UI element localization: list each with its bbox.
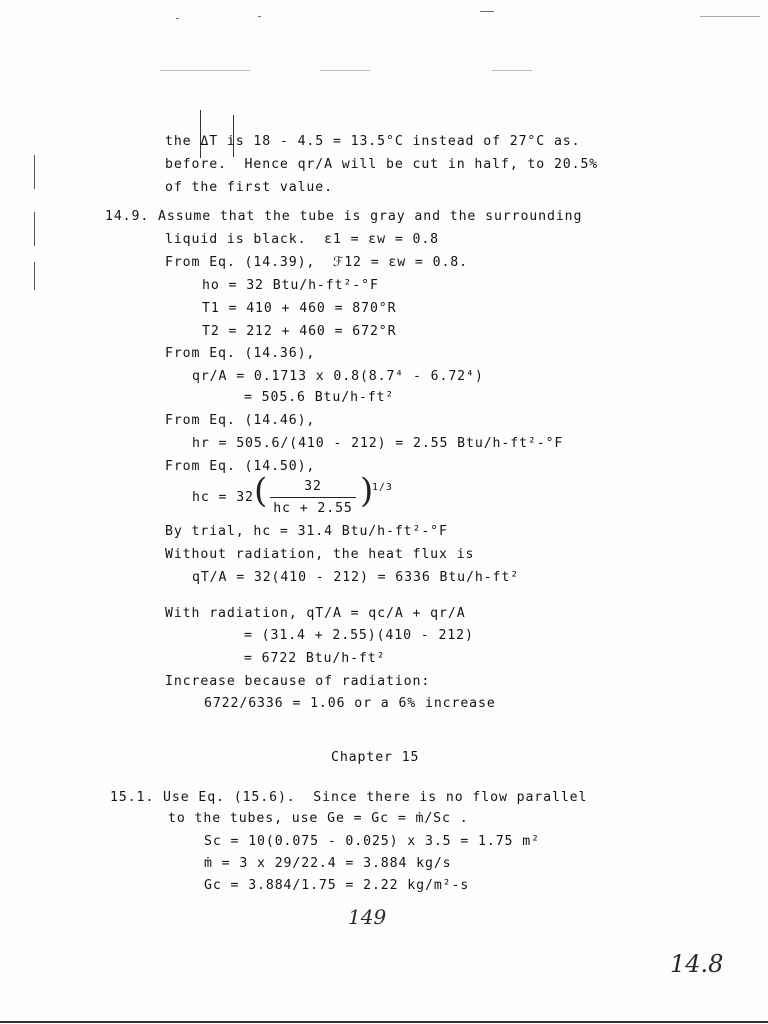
text-line: Increase because of radiation: <box>165 674 431 689</box>
equation-line: ṁ = 3 x 29/22.4 = 3.884 kg/s <box>204 856 452 871</box>
scan-speck <box>258 16 261 17</box>
problem-15-1-heading: 15.1. Use Eq. (15.6). Since there is no flow parallel <box>110 790 588 805</box>
problem-14-9-heading: 14.9. Assume that the tube is gray and the surrounding <box>105 209 583 224</box>
text-line: liquid is black. ε1 = εw = 0.8 <box>165 232 440 247</box>
text-line: From Eq. (14.50), <box>165 459 316 474</box>
scan-speck <box>176 18 179 19</box>
chapter-heading: Chapter 15 <box>331 750 420 765</box>
text-line: With radiation, qT/A = qc/A + qr/A <box>165 606 466 621</box>
equation-line: = (31.4 + 2.55)(410 - 212) <box>244 628 474 643</box>
page-number: 149 <box>348 905 387 929</box>
equation-line: qT/A = 32(410 - 212) = 6336 Btu/h-ft² <box>192 570 520 585</box>
text-line: Without radiation, the heat flux is <box>165 547 475 562</box>
left-paren: ( <box>254 471 268 511</box>
equation-line: qr/A = 0.1713 x 0.8(8.7⁴ - 6.72⁴) <box>192 369 484 384</box>
fraction-numerator: 32 <box>304 479 322 494</box>
scan-speck <box>160 70 250 71</box>
equation-line: hr = 505.6/(410 - 212) = 2.55 Btu/h-ft²-°F <box>192 436 564 451</box>
scan-speck <box>480 11 494 12</box>
fraction-exponent: 1/3 <box>372 482 393 493</box>
equation-line: ho = 32 Btu/h-ft²-°F <box>202 278 379 293</box>
scan-margin-mark <box>34 155 35 189</box>
equation-line: Sc = 10(0.075 - 0.025) x 3.5 = 1.75 m² <box>204 834 540 849</box>
equation-line: = 6722 Btu/h-ft² <box>244 651 386 666</box>
scan-margin-mark <box>34 262 35 290</box>
scan-speck <box>320 70 370 71</box>
scan-speck <box>700 16 760 17</box>
text-line: to the tubes, use Ge = Gc = ṁ/Sc . <box>168 811 469 826</box>
right-paren: ) <box>360 471 374 511</box>
equation-line: = 505.6 Btu/h-ft² <box>244 390 395 405</box>
scan-margin-mark <box>34 212 35 246</box>
text-line: From Eq. (14.39), ℱ12 = εw = 0.8. <box>165 255 468 270</box>
text-line: From Eq. (14.36), <box>165 346 316 361</box>
scan-speck <box>0 1021 768 1023</box>
corner-page-mark: 14.8 <box>670 950 724 978</box>
text-line: of the first value. <box>165 180 333 195</box>
text-line: By trial, hc = 31.4 Btu/h-ft²-°F <box>165 524 448 539</box>
fraction-bar <box>270 497 356 498</box>
text-line: From Eq. (14.46), <box>165 413 316 428</box>
scan-speck <box>492 70 532 71</box>
fraction-denominator: hc + 2.55 <box>273 501 353 516</box>
equation-line: 6722/6336 = 1.06 or a 6% increase <box>204 696 496 711</box>
equation-line: T1 = 410 + 460 = 870°R <box>202 301 397 316</box>
text-line: the ΔT is 18 - 4.5 = 13.5°C instead of 27°C as. <box>165 134 581 149</box>
equation-line: Gc = 3.884/1.75 = 2.22 kg/m²-s <box>204 878 470 893</box>
equation-line: T2 = 212 + 460 = 672°R <box>202 324 397 339</box>
text-line: before. Hence qr/A will be cut in half, to 20.5% <box>165 157 599 172</box>
equation-lhs: hc = 32 <box>192 490 254 505</box>
